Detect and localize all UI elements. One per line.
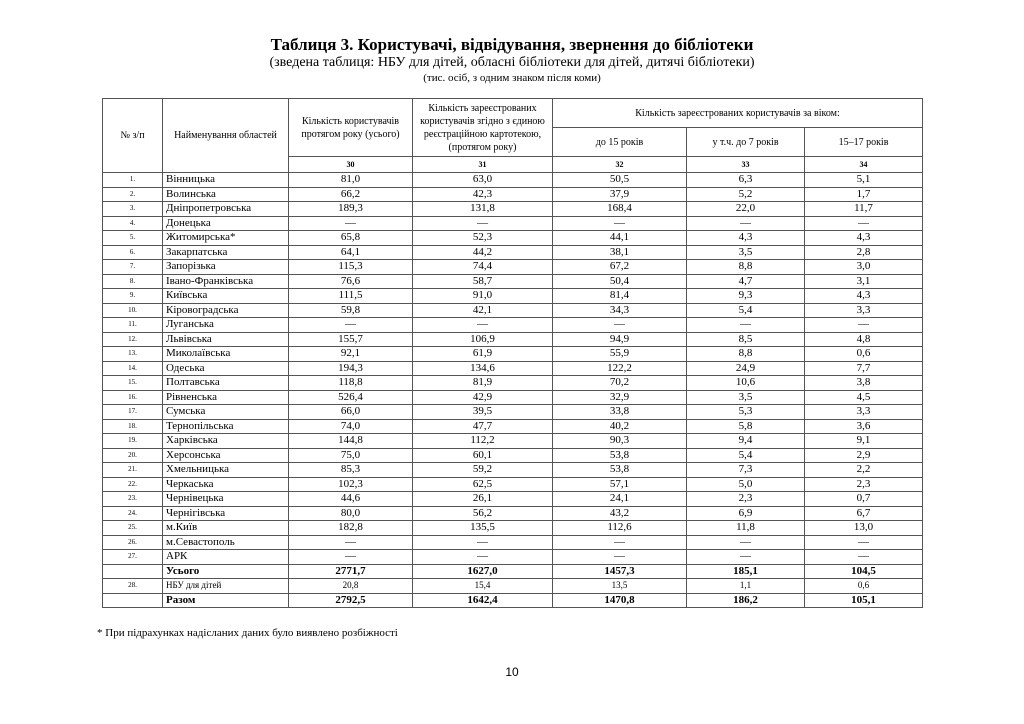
region-name: Миколаївська [163,347,289,362]
value-cell: 111,5 [289,289,413,304]
table-body [103,173,923,608]
value-cell: — [687,535,805,550]
region-name: Закарпатська [163,245,289,260]
value-cell: — [805,535,923,550]
value-cell: 2,8 [805,245,923,260]
row-number: 2. [103,187,163,202]
region-name: Одеська [163,361,289,376]
value-cell: 168,4 [553,202,687,217]
table-row [103,521,923,536]
value-cell: 62,5 [413,477,553,492]
value-cell: — [687,318,805,333]
table-row [103,289,923,304]
value-cell: 131,8 [413,202,553,217]
value-cell: 81,9 [413,376,553,391]
region-name: НБУ для дітей [163,579,289,594]
value-cell: 134,6 [413,361,553,376]
row-number: 23. [103,492,163,507]
value-cell: 2771,7 [289,564,413,579]
region-name: Вінницька [163,173,289,188]
value-cell: 63,0 [413,173,553,188]
row-number: 13. [103,347,163,362]
value-cell: 50,5 [553,173,687,188]
header-registered: Кількість зареєстрованих користувачів згідно з єдиною реєстраційною картотекою, (протягом року) [413,99,553,157]
row-number [103,564,163,579]
table-row [103,216,923,231]
region-name: Луганська [163,318,289,333]
region-name: Дніпропетровська [163,202,289,217]
value-cell: 1627,0 [413,564,553,579]
value-cell: 37,9 [553,187,687,202]
region-name: Харківська [163,434,289,449]
value-cell: 33,8 [553,405,687,420]
value-cell: 5,8 [687,419,805,434]
row-number: 11. [103,318,163,333]
region-name: Усього [163,564,289,579]
value-cell: 5,4 [687,448,805,463]
value-cell: 44,6 [289,492,413,507]
value-cell: 22,0 [687,202,805,217]
value-cell: — [413,216,553,231]
row-number: 14. [103,361,163,376]
table-row [103,405,923,420]
value-cell: 3,5 [687,245,805,260]
row-number: 27. [103,550,163,565]
value-cell: 182,8 [289,521,413,536]
row-number: 28. [103,579,163,594]
value-cell: 4,3 [805,231,923,246]
table-row [103,347,923,362]
region-name: Чернігівська [163,506,289,521]
region-name: Житомирська* [163,231,289,246]
region-name: Полтавська [163,376,289,391]
table-row [103,245,923,260]
page-subtitle: (зведена таблиця: НБУ для дітей, обласні бібліотеки для дітей, дитячі бібліотеки) [269,55,755,70]
value-cell: 3,0 [805,260,923,275]
row-number: 18. [103,419,163,434]
value-cell: — [289,318,413,333]
row-number: 21. [103,463,163,478]
value-cell: 4,3 [687,231,805,246]
value-cell: 44,2 [413,245,553,260]
footnote: * При підрахунках надісланих даних було виявлено розбіжності [97,627,398,639]
value-cell: — [553,535,687,550]
region-name: Івано-Франківська [163,274,289,289]
region-name: Кіровоградська [163,303,289,318]
row-number: 17. [103,405,163,420]
value-cell: 2,3 [687,492,805,507]
row-number: 24. [103,506,163,521]
value-cell: 81,0 [289,173,413,188]
value-cell: 61,9 [413,347,553,362]
region-name: м.Київ [163,521,289,536]
col-number: 30 [289,157,413,173]
region-name: Київська [163,289,289,304]
region-name: Чернівецька [163,492,289,507]
region-name: Донецька [163,216,289,231]
value-cell: 57,1 [553,477,687,492]
table-row [103,564,923,579]
value-cell: 50,4 [553,274,687,289]
value-cell: 58,7 [413,274,553,289]
value-cell: 70,2 [553,376,687,391]
region-name: Волинська [163,187,289,202]
value-cell: 118,8 [289,376,413,391]
value-cell: — [805,318,923,333]
header-users-total: Кількість користувачів протягом року (усього) [289,99,413,157]
value-cell: 67,2 [553,260,687,275]
value-cell: 43,2 [553,506,687,521]
table-row [103,274,923,289]
table-row [103,506,923,521]
value-cell: 56,2 [413,506,553,521]
value-cell: 2,2 [805,463,923,478]
value-cell: 34,3 [553,303,687,318]
value-cell: 1,7 [805,187,923,202]
table-row [103,390,923,405]
value-cell: 64,1 [289,245,413,260]
value-cell: 3,5 [687,390,805,405]
value-cell: 75,0 [289,448,413,463]
value-cell: 4,5 [805,390,923,405]
value-cell: — [805,550,923,565]
value-cell: 91,0 [413,289,553,304]
value-cell: 5,2 [687,187,805,202]
region-name: Рівненська [163,390,289,405]
region-name: м.Севастополь [163,535,289,550]
table-row [103,492,923,507]
value-cell: 10,6 [687,376,805,391]
row-number: 10. [103,303,163,318]
value-cell: 122,2 [553,361,687,376]
row-number: 7. [103,260,163,275]
value-cell: 66,0 [289,405,413,420]
value-cell: 8,8 [687,347,805,362]
col-number: 32 [553,157,687,173]
col-number: 34 [805,157,923,173]
value-cell: 52,3 [413,231,553,246]
value-cell: 24,1 [553,492,687,507]
row-number: 20. [103,448,163,463]
value-cell: 32,9 [553,390,687,405]
value-cell: 6,9 [687,506,805,521]
row-number: 22. [103,477,163,492]
value-cell: 1,1 [687,579,805,594]
value-cell: — [413,318,553,333]
value-cell: 59,2 [413,463,553,478]
header-region: Найменування областей [163,99,289,173]
region-name: Черкаська [163,477,289,492]
value-cell: 4,7 [687,274,805,289]
table-row [103,434,923,449]
value-cell: 80,0 [289,506,413,521]
value-cell: 11,7 [805,202,923,217]
value-cell: 40,2 [553,419,687,434]
value-cell: 5,0 [687,477,805,492]
row-number [103,593,163,608]
header-under7: у т.ч. до 7 років [687,128,805,157]
table-row [103,202,923,217]
value-cell: 9,3 [687,289,805,304]
value-cell: 186,2 [687,593,805,608]
value-cell: 185,1 [687,564,805,579]
header-age15-17: 15–17 років [805,128,923,157]
region-name: АРК [163,550,289,565]
value-cell: 1642,4 [413,593,553,608]
region-name: Разом [163,593,289,608]
value-cell: 44,1 [553,231,687,246]
value-cell: 194,3 [289,361,413,376]
value-cell: 55,9 [553,347,687,362]
table-row [103,579,923,594]
table-row [103,535,923,550]
value-cell: 5,1 [805,173,923,188]
value-cell: — [687,550,805,565]
value-cell: 38,1 [553,245,687,260]
value-cell: 5,3 [687,405,805,420]
table-row [103,550,923,565]
value-cell: 74,0 [289,419,413,434]
value-cell: 189,3 [289,202,413,217]
value-cell: 1457,3 [553,564,687,579]
value-cell: 13,5 [553,579,687,594]
value-cell: 106,9 [413,332,553,347]
row-number: 19. [103,434,163,449]
value-cell: — [289,216,413,231]
value-cell: 7,3 [687,463,805,478]
value-cell: 59,8 [289,303,413,318]
region-name: Львівська [163,332,289,347]
value-cell: 47,7 [413,419,553,434]
value-cell: 135,5 [413,521,553,536]
value-cell: 155,7 [289,332,413,347]
value-cell: 3,1 [805,274,923,289]
table-row [103,318,923,333]
region-name: Херсонська [163,448,289,463]
value-cell: 53,8 [553,448,687,463]
row-number: 3. [103,202,163,217]
value-cell: — [553,216,687,231]
value-cell: 42,1 [413,303,553,318]
statistics-table [102,98,923,608]
value-cell: 0,6 [805,347,923,362]
table-row [103,260,923,275]
value-cell: 66,2 [289,187,413,202]
row-number: 1. [103,173,163,188]
value-cell: — [413,550,553,565]
row-number: 15. [103,376,163,391]
value-cell: 104,5 [805,564,923,579]
value-cell: — [553,318,687,333]
value-cell: 15,4 [413,579,553,594]
table-row [103,187,923,202]
units-note: (тис. осіб, з одним знаком після коми) [423,72,601,84]
table-row [103,332,923,347]
region-name: Тернопільська [163,419,289,434]
value-cell: 92,1 [289,347,413,362]
value-cell: 526,4 [289,390,413,405]
value-cell: 0,6 [805,579,923,594]
value-cell: 6,7 [805,506,923,521]
row-number: 4. [103,216,163,231]
value-cell: 115,3 [289,260,413,275]
value-cell: 112,2 [413,434,553,449]
table-row [103,477,923,492]
row-number: 6. [103,245,163,260]
value-cell: 2792,5 [289,593,413,608]
table-row [103,173,923,188]
value-cell: 3,6 [805,419,923,434]
value-cell: 65,8 [289,231,413,246]
value-cell: 81,4 [553,289,687,304]
value-cell: 9,1 [805,434,923,449]
page-title: Таблиця 3. Користувачі, відвідування, звернення до бібліотеки [270,35,754,54]
value-cell: 2,3 [805,477,923,492]
value-cell: 105,1 [805,593,923,608]
value-cell: — [289,550,413,565]
value-cell: 74,4 [413,260,553,275]
row-number: 25. [103,521,163,536]
value-cell: 9,4 [687,434,805,449]
value-cell: 1470,8 [553,593,687,608]
value-cell: 13,0 [805,521,923,536]
region-name: Хмельницька [163,463,289,478]
value-cell: 112,6 [553,521,687,536]
value-cell: 53,8 [553,463,687,478]
header-by-age: Кількість зареєстрованих користувачів за віком: [553,99,923,128]
page-number: 10 [505,665,519,679]
value-cell: 6,3 [687,173,805,188]
table-row [103,376,923,391]
value-cell: 2,9 [805,448,923,463]
region-name: Сумська [163,405,289,420]
value-cell: — [413,535,553,550]
value-cell: 39,5 [413,405,553,420]
table-row [103,231,923,246]
value-cell: 144,8 [289,434,413,449]
value-cell: — [553,550,687,565]
value-cell: 24,9 [687,361,805,376]
value-cell: 20,8 [289,579,413,594]
row-number: 9. [103,289,163,304]
value-cell: 8,8 [687,260,805,275]
value-cell: 94,9 [553,332,687,347]
header-under15: до 15 років [553,128,687,157]
value-cell: — [687,216,805,231]
row-number: 5. [103,231,163,246]
value-cell: 26,1 [413,492,553,507]
value-cell: 11,8 [687,521,805,536]
region-name: Запорізька [163,260,289,275]
value-cell: 4,3 [805,289,923,304]
row-number: 12. [103,332,163,347]
value-cell: 4,8 [805,332,923,347]
value-cell: 3,3 [805,405,923,420]
value-cell: 5,4 [687,303,805,318]
row-number: 16. [103,390,163,405]
value-cell: 42,9 [413,390,553,405]
value-cell: 60,1 [413,448,553,463]
table-row [103,448,923,463]
value-cell: — [805,216,923,231]
value-cell: 3,8 [805,376,923,391]
header-num: № з/п [103,99,163,173]
row-number: 8. [103,274,163,289]
value-cell: 7,7 [805,361,923,376]
value-cell: 0,7 [805,492,923,507]
col-number: 33 [687,157,805,173]
table-row [103,419,923,434]
value-cell: 3,3 [805,303,923,318]
value-cell: 85,3 [289,463,413,478]
col-number: 31 [413,157,553,173]
value-cell: 42,3 [413,187,553,202]
value-cell: 8,5 [687,332,805,347]
value-cell: 90,3 [553,434,687,449]
value-cell: 102,3 [289,477,413,492]
value-cell: 76,6 [289,274,413,289]
table-row [103,593,923,608]
row-number: 26. [103,535,163,550]
value-cell: — [289,535,413,550]
table-row [103,463,923,478]
table-row [103,303,923,318]
table-row [103,361,923,376]
